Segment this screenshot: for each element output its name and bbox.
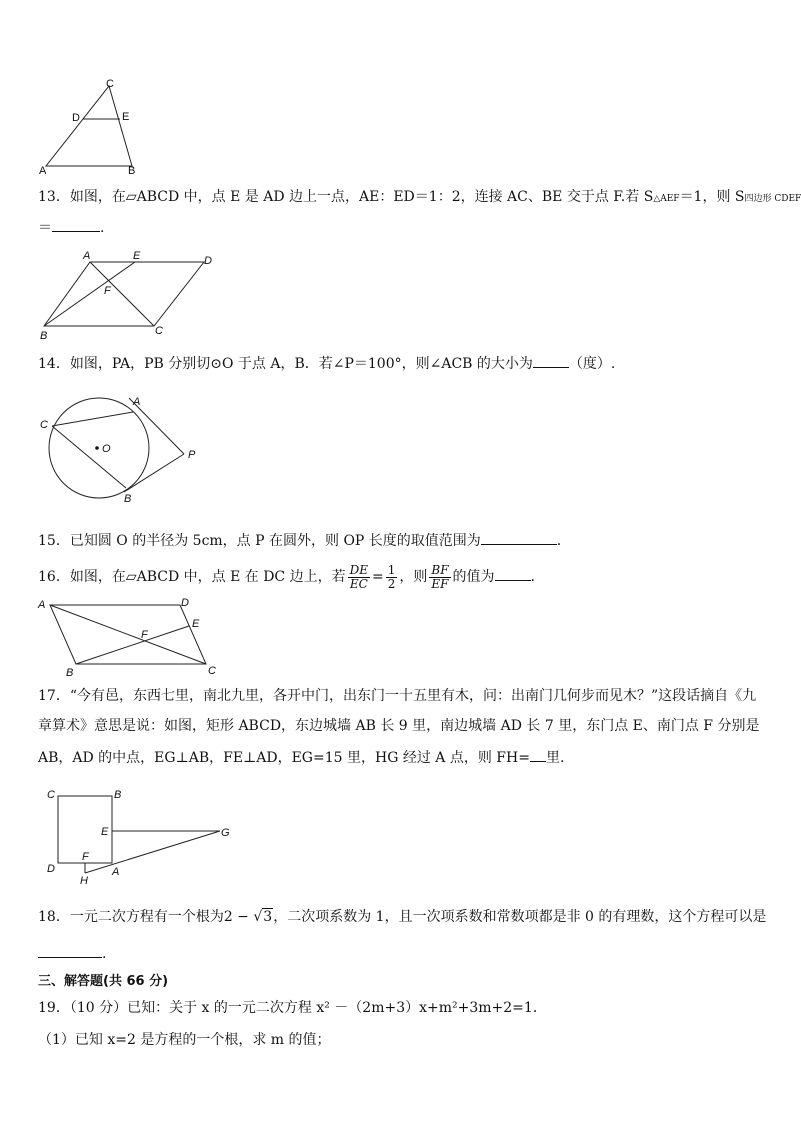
fraction-one-half: $\frac{1}{2}$	[387, 562, 396, 591]
label-c: C	[208, 665, 216, 677]
fraction-de-ec: $\frac{DE}{EC}$	[349, 562, 368, 591]
figure-triangle-de	[36, 78, 146, 176]
label-a: A	[133, 396, 141, 408]
answer-blank	[495, 566, 531, 581]
root-expression: 2 − √3	[223, 909, 273, 925]
label-g: G	[221, 827, 230, 839]
figure-rectangle-q17	[44, 786, 244, 890]
label-b: B	[128, 165, 136, 177]
label-a: A	[112, 866, 120, 878]
label-b: B	[124, 493, 132, 505]
label-b: B	[66, 667, 74, 679]
question-19-part1: （1）已知 x=2 是方程的一个根，求 m 的值；	[38, 1032, 331, 1048]
label-d: D	[181, 597, 189, 609]
answer-blank	[481, 530, 557, 545]
label-f: F	[104, 285, 111, 297]
label-b: B	[40, 330, 48, 342]
answer-blank	[533, 353, 569, 368]
label-c: C	[40, 419, 48, 431]
label-a: A	[39, 165, 47, 177]
question-17-line2: 章算术》意思是说：如图，矩形 ABCD，东边城墙 AB 长 9 里，南边城墙 AD 长 7 里，东门点 E、南门点 F 分别是	[38, 718, 760, 734]
question-13: 13．如图，在▱ABCD 中，点 E 是 AD 边上一点，AE：ED＝1：2，连接 AC、BE 交于点 F.若 S△AEF＝1，则 S四边形 CDEF	[38, 189, 801, 205]
answer-blank	[38, 943, 102, 958]
label-f: F	[141, 629, 148, 641]
question-16: 16．如图，在▱ABCD 中，点 E 在 DC 边上，若 $\frac{DE}{EC}$ = $\frac{1}{2}$ ，则 $\frac{BF}{EF}$ 的值为 .	[38, 562, 535, 591]
question-14: 14．如图，PA，PB 分别切⊙O 于点 A，B．若∠P＝100°，则∠ACB 的大小为 （度）.	[38, 353, 615, 374]
label-d: D	[204, 255, 212, 267]
label-c: C	[155, 325, 163, 337]
label-b: B	[114, 789, 122, 801]
question-13-answer: ＝ .	[38, 217, 104, 238]
question-18: 18．一元二次方程有一个根为2 − √3，二次项系数为 1，且一次项系数和常数项都是非 0 的有理数，这个方程可以是	[38, 909, 767, 925]
label-e: E	[122, 111, 130, 123]
label-e: E	[101, 826, 109, 838]
label-f: F	[82, 851, 89, 863]
question-18-answer: .	[38, 943, 106, 964]
label-e: E	[133, 250, 141, 262]
figure-circle-tangents	[36, 388, 206, 508]
section-title: 三、解答题(共 66 分)	[38, 974, 169, 989]
label-e: E	[192, 618, 200, 630]
figure-parallelogram-q16	[36, 596, 226, 680]
question-17-line3: AB，AD 的中点，EG⊥AB，FE⊥AD，EG=15 里，HG 经过 A 点，则 FH= 里.	[38, 747, 564, 768]
answer-blank	[530, 747, 546, 762]
label-h: H	[80, 875, 88, 887]
question-19: 19．（10 分）已知：关于 x 的一元二次方程 x² －（2m+3）x+m²+3m+2=1．	[38, 1000, 547, 1016]
label-p: P	[188, 449, 196, 461]
label-a: A	[83, 250, 91, 262]
parallelogram-symbol: ▱	[125, 189, 137, 205]
label-c: C	[47, 789, 55, 801]
label-d: D	[47, 863, 55, 875]
answer-blank	[52, 217, 100, 232]
question-15: 15．已知圆 O 的半径为 5cm，点 P 在圆外，则 OP 长度的取值范围为 .	[38, 530, 561, 551]
label-a: A	[38, 599, 46, 611]
figure-parallelogram-q13	[38, 250, 218, 342]
label-c: C	[106, 78, 114, 90]
label-o: O	[102, 443, 111, 455]
label-d: D	[72, 112, 80, 124]
question-17-line1: 17．“今有邑，东西七里，南北九里，各开中门，出东门一十五里有木，问：出南门几何步而见木？”这段话摘自《九	[38, 688, 757, 704]
fraction-bf-ef: $\frac{BF}{EF}$	[431, 562, 449, 591]
